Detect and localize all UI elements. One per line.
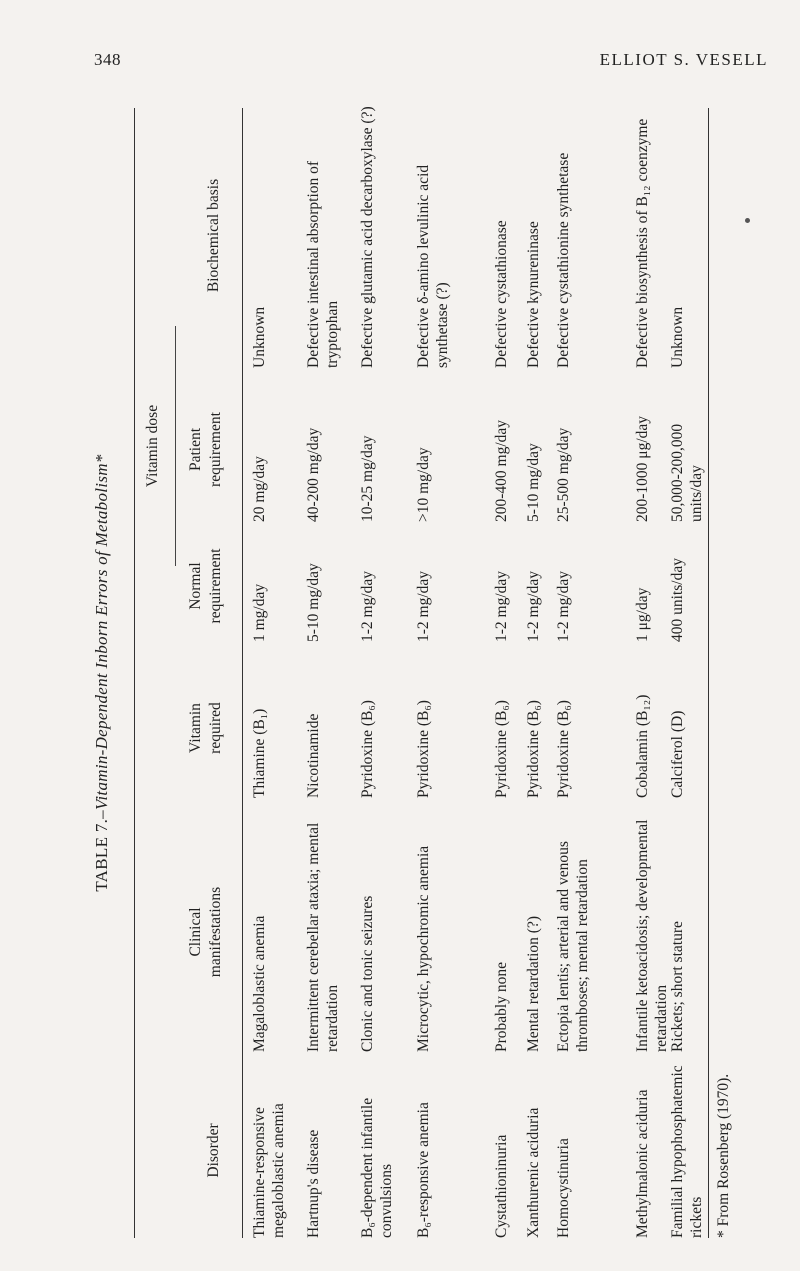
cell-patient: 200-400 mg/day [493, 419, 510, 522]
header-normal [186, 526, 226, 646]
running-head [94, 50, 768, 80]
cell-biochemical: Defective δ-amino levulinic acid synthetase (?) [415, 164, 451, 368]
cell-vitamin: Pyridoxine (B₆) [359, 700, 376, 798]
cell-patient: 5-10 mg/day [525, 443, 542, 522]
cell-biochemical: Defective intestinal absorption of tryptophan [305, 160, 341, 368]
cell-vitamin: Thiamine (B₁) [251, 708, 268, 798]
cell-patient: 200-1000 μg/day [634, 415, 651, 522]
cell-vitamin: Pyridoxine (B₆) [555, 700, 572, 798]
cell-clinical: Mental retardation (?) [525, 916, 542, 1052]
cell-disorder: B₆-dependent infantile convulsions [359, 1097, 395, 1238]
cell-patient: 25-500 mg/day [555, 427, 572, 522]
header-clinical [186, 812, 226, 1052]
cell-clinical: Microcytic, hypochromic anemia [415, 845, 432, 1052]
cell-clinical: Infantile ketoacidosis; developmental retardation [634, 819, 670, 1052]
cell-normal: 1 mg/day [251, 583, 268, 642]
top-rule [134, 108, 135, 1238]
cell-clinical: Intermittent cerebellar ataxia; mental retardation [305, 822, 341, 1052]
cell-normal: 400 units/day [669, 558, 686, 642]
cell-vitamin: Calciferol (D) [669, 710, 686, 798]
cell-patient: >10 mg/day [415, 447, 432, 522]
cell-biochemical: Unknown [251, 306, 268, 368]
cell-patient: 10-25 mg/day [359, 435, 376, 522]
cell-biochemical: Defective kynureninase [525, 221, 542, 368]
header-clinical-line2: manifestations [207, 886, 224, 978]
header-patient [186, 377, 226, 522]
cell-disorder: Hartnup's disease [305, 1129, 322, 1238]
author-running-head: ELLIOT S. VESELL [599, 50, 768, 69]
cell-normal: 1-2 mg/day [359, 570, 376, 642]
cell-biochemical: Defective cystathionine synthetase [555, 152, 572, 368]
header-normal-line1: Normal [187, 562, 204, 610]
cell-clinical: Probably none [493, 962, 510, 1052]
cell-normal: 1-2 mg/day [493, 570, 510, 642]
table-footnote: * From Rosenberg (1970). [715, 1073, 732, 1238]
cell-patient: 20 mg/day [251, 456, 268, 522]
cell-clinical: Clonic and tonic seizures [359, 895, 376, 1052]
cell-vitamin: Pyridoxine (B₆) [493, 700, 510, 798]
group-rule [175, 326, 176, 566]
cell-patient: 40-200 mg/day [305, 427, 322, 522]
header-clinical-line1: Clinical [187, 907, 204, 957]
cell-normal: 1-2 mg/day [415, 570, 432, 642]
cell-biochemical: Unknown [669, 306, 686, 368]
cell-biochemical: Defective glutamic acid decarboxylase (?) [359, 106, 376, 368]
cell-disorder: B₆-responsive anemia [415, 1102, 432, 1238]
header-disorder: Disorder [205, 1123, 222, 1178]
scan-speck [745, 218, 750, 223]
vitamin-dose-header: Vitamin dose [144, 404, 161, 488]
cell-clinical: Ectopia lentis; arterial and venous thromboses; mental retardation [555, 841, 591, 1052]
cell-clinical: Rickets; short stature [669, 921, 686, 1052]
header-rule [242, 108, 243, 1238]
cell-normal: 1-2 mg/day [555, 570, 572, 642]
header-patient-line1: Patient [187, 427, 204, 472]
bottom-rule [708, 108, 709, 1238]
cell-normal: 1-2 mg/day [525, 570, 542, 642]
header-vitamin [186, 658, 226, 798]
header-biochemical: Biochemical basis [205, 178, 222, 293]
cell-normal: 5-10 mg/day [305, 563, 322, 642]
table-number: TABLE 7.– [92, 810, 111, 892]
cell-biochemical: Defective cystathionase [493, 220, 510, 368]
cell-normal: 1 μg/day [634, 587, 651, 642]
cell-vitamin: Cobalamin (B₁₂) [634, 694, 651, 798]
cell-disorder: Xanthurenic aciduria [525, 1107, 542, 1238]
cell-patient: 50,000-200,000 units/day [669, 423, 705, 522]
cell-disorder: Cystathioninuria [493, 1134, 510, 1238]
table-title-text: Vitamin-Dependent Inborn Errors of Metabolism* [92, 454, 111, 811]
cell-clinical: Magaloblastic anemia [251, 915, 268, 1052]
cell-disorder: Homocystinuria [555, 1138, 572, 1238]
header-vitamin-line2: required [207, 702, 224, 754]
header-patient-line2: requirement [207, 412, 224, 487]
cell-disorder: Methylmalonic aciduria [634, 1089, 651, 1238]
rotated-table [90, 108, 730, 1238]
cell-vitamin: Pyridoxine (B₆) [415, 700, 432, 798]
cell-biochemical: Defective biosynthesis of B₁₂ coenzyme [634, 118, 651, 368]
header-vitamin-line1: Vitamin [187, 703, 204, 753]
cell-vitamin: Pyridoxine (B₆) [525, 700, 542, 798]
header-normal-line2: requirement [207, 548, 224, 624]
page-number: 348 [94, 50, 121, 69]
cell-disorder: Thiamine-responsive megaloblastic anemia [251, 1103, 287, 1238]
table-title [92, 108, 112, 1238]
cell-vitamin: Nicotinamide [305, 713, 322, 798]
cell-disorder: Familial hypophosphatemic rickets [669, 1065, 705, 1238]
